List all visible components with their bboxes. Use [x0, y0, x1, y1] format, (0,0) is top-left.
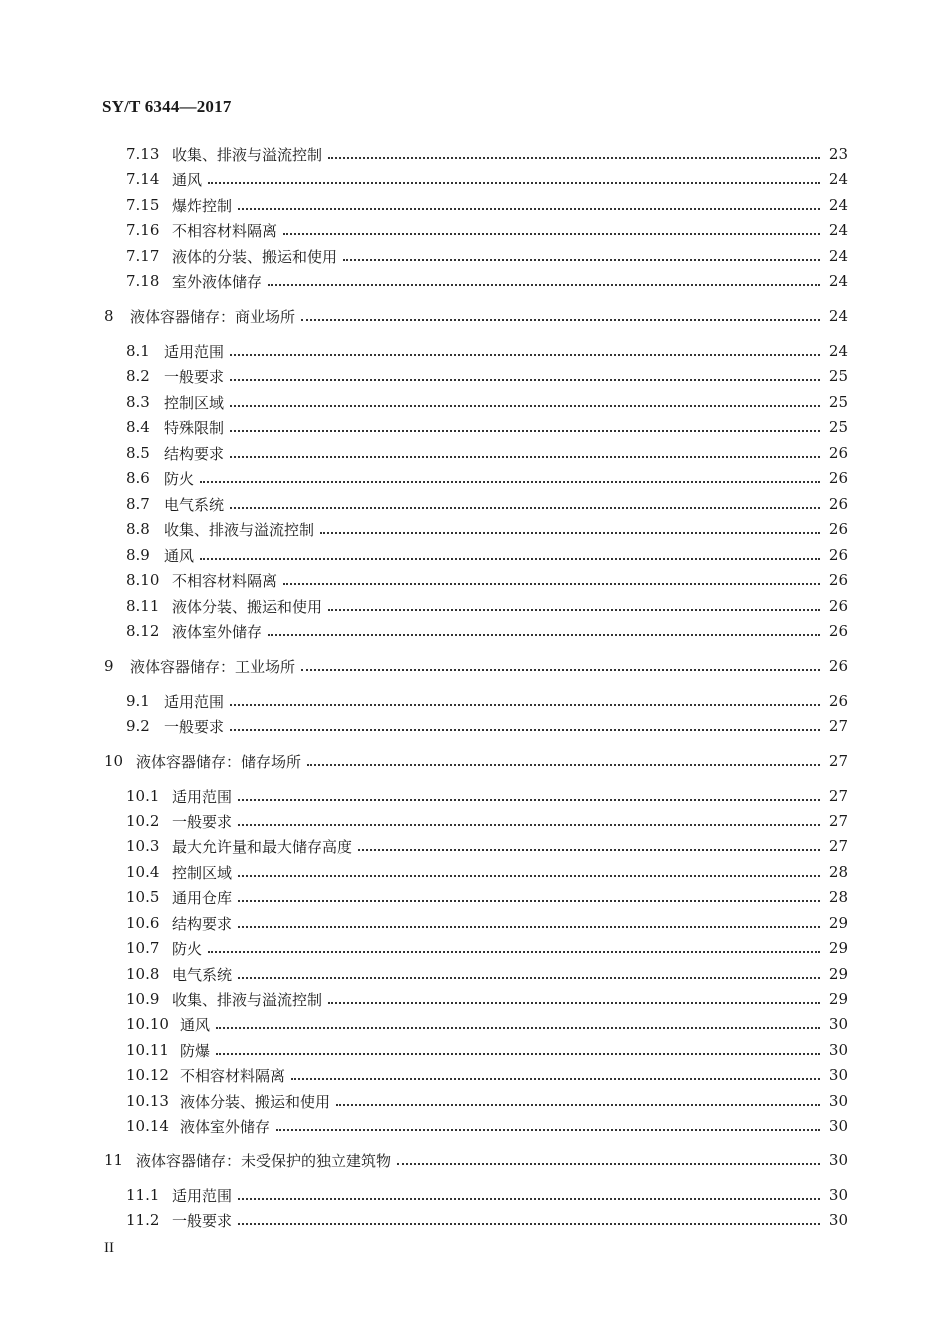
toc-entry[interactable] — [126, 810, 848, 832]
toc-entry[interactable] — [126, 194, 848, 216]
toc-number: 8.7 — [126, 495, 150, 513]
dot-leader — [230, 505, 820, 509]
toc-entry[interactable] — [126, 442, 848, 464]
toc-entry[interactable] — [126, 595, 848, 617]
dot-leader — [216, 1025, 820, 1029]
toc-title: 适用范围 — [172, 1186, 233, 1205]
toc-chapter[interactable] — [104, 655, 848, 677]
dot-leader — [238, 924, 820, 928]
toc-number: 9.1 — [126, 692, 150, 710]
toc-title: 液体室外储存 — [180, 1117, 271, 1136]
dot-leader — [268, 282, 820, 286]
toc-title: 适用范围 — [172, 787, 233, 806]
toc-entry[interactable] — [126, 1013, 848, 1035]
toc-title: 液体分装、搬运和使用 — [172, 597, 323, 616]
toc-title: 电气系统 — [164, 495, 225, 514]
toc-title: 控制区域 — [164, 393, 225, 412]
toc-entry[interactable] — [126, 569, 848, 591]
toc-title: 爆炸控制 — [172, 196, 233, 215]
toc-title: 不相容材料隔离 — [180, 1066, 286, 1085]
dot-leader — [238, 797, 820, 801]
toc-entry[interactable] — [126, 518, 848, 540]
toc-title: 一般要求 — [164, 717, 225, 736]
toc-number: 7.15 — [126, 196, 160, 214]
toc-title: 控制区域 — [172, 863, 233, 882]
toc-title: 室外液体储存 — [172, 272, 263, 291]
toc-entry[interactable] — [126, 467, 848, 489]
toc-number: 7.14 — [126, 170, 160, 188]
toc-page-number: 24 — [828, 247, 848, 265]
toc-entry[interactable] — [126, 340, 848, 362]
dot-leader — [283, 231, 820, 235]
dot-leader — [200, 479, 820, 483]
toc-entry[interactable] — [126, 416, 848, 438]
toc-page-number: 30 — [828, 1041, 848, 1059]
dot-leader — [230, 454, 820, 458]
dot-leader — [208, 180, 820, 184]
toc-page-number: 30 — [828, 1015, 848, 1033]
toc-entry[interactable] — [126, 785, 848, 807]
toc-title: 防火 — [164, 469, 195, 488]
toc-entry[interactable] — [126, 861, 848, 883]
toc-page-number: 27 — [828, 837, 848, 855]
document-code: SY/T 6344—2017 — [102, 97, 232, 116]
toc-entry[interactable] — [126, 168, 848, 190]
toc-entry[interactable] — [126, 219, 848, 241]
toc-number: 10.10 — [126, 1015, 169, 1033]
toc-page-number: 25 — [828, 367, 848, 385]
toc-entry[interactable] — [126, 690, 848, 712]
dot-leader — [291, 1076, 820, 1080]
toc-page-number: 24 — [828, 272, 848, 290]
toc-title: 最大允许量和最大储存高度 — [172, 837, 353, 856]
toc-title: 适用范围 — [164, 342, 225, 361]
toc-number: 8.1 — [126, 342, 150, 360]
toc-page-number: 26 — [828, 469, 848, 487]
dot-leader — [276, 1127, 820, 1131]
toc-number: 10 — [104, 752, 124, 770]
toc-page-number: 24 — [828, 221, 848, 239]
toc-title: 通用仓库 — [172, 888, 233, 907]
toc-page-number: 25 — [828, 393, 848, 411]
toc-number: 9 — [104, 657, 114, 675]
toc-number: 7.16 — [126, 221, 160, 239]
dot-leader — [283, 581, 820, 585]
toc-title: 收集、排液与溢流控制 — [172, 145, 323, 164]
toc-title: 液体的分装、搬运和使用 — [172, 247, 338, 266]
toc-number: 9.2 — [126, 717, 150, 735]
toc-number: 10.13 — [126, 1092, 169, 1110]
toc-page-number: 30 — [828, 1066, 848, 1084]
toc-page-number: 27 — [828, 787, 848, 805]
dot-leader — [238, 873, 820, 877]
toc-number: 11.1 — [126, 1186, 160, 1204]
toc-page-number: 26 — [828, 546, 848, 564]
toc-number: 10.4 — [126, 863, 160, 881]
toc-title: 液体分装、搬运和使用 — [180, 1092, 331, 1111]
toc-page-number: 27 — [828, 717, 848, 735]
toc-title: 结构要求 — [164, 444, 225, 463]
toc-page-number: 26 — [828, 444, 848, 462]
toc-chapter[interactable] — [104, 1149, 848, 1171]
toc-number: 10.12 — [126, 1066, 169, 1084]
toc-entry[interactable] — [126, 1090, 848, 1112]
toc-entry[interactable] — [126, 544, 848, 566]
toc-entry[interactable] — [126, 245, 848, 267]
toc-title: 电气系统 — [172, 965, 233, 984]
toc-number: 10.7 — [126, 939, 160, 957]
dot-leader — [301, 317, 820, 321]
toc-title: 一般要求 — [172, 1211, 233, 1230]
toc-entry[interactable] — [126, 1064, 848, 1086]
dot-leader — [343, 257, 820, 261]
toc-title: 不相容材料隔离 — [172, 221, 278, 240]
toc-page-number: 30 — [828, 1117, 848, 1135]
dot-leader — [230, 727, 820, 731]
toc-title: 液体容器储存：储存场所 — [136, 752, 302, 771]
dot-leader — [230, 403, 820, 407]
toc-page-number: 26 — [828, 495, 848, 513]
toc-title: 收集、排液与溢流控制 — [164, 520, 315, 539]
dot-leader — [301, 667, 820, 671]
toc-entry[interactable] — [126, 365, 848, 387]
toc-entry[interactable] — [126, 912, 848, 934]
toc-number: 7.17 — [126, 247, 160, 265]
toc-page-number: 28 — [828, 888, 848, 906]
toc-number: 10.5 — [126, 888, 160, 906]
toc-title: 结构要求 — [172, 914, 233, 933]
toc-number: 8.9 — [126, 546, 150, 564]
toc-entry[interactable] — [126, 963, 848, 985]
toc-page-number: 27 — [828, 812, 848, 830]
toc-entry[interactable] — [126, 835, 848, 857]
dot-leader — [307, 762, 820, 766]
dot-leader — [328, 155, 820, 159]
dot-leader — [238, 822, 820, 826]
toc-entry[interactable] — [126, 493, 848, 515]
dot-leader — [200, 556, 820, 560]
toc-page-number: 30 — [828, 1092, 848, 1110]
dot-leader — [208, 949, 820, 953]
toc-entry[interactable] — [126, 937, 848, 959]
dot-leader — [328, 1000, 820, 1004]
dot-leader — [320, 530, 820, 534]
toc-chapter[interactable] — [104, 750, 848, 772]
toc-number: 8.11 — [126, 597, 160, 615]
dot-leader — [238, 1196, 820, 1200]
toc-title: 液体容器储存：未受保护的独立建筑物 — [136, 1151, 392, 1170]
toc-title: 一般要求 — [172, 812, 233, 831]
toc-number: 10.3 — [126, 837, 160, 855]
toc-page-number: 24 — [828, 307, 848, 325]
toc-title: 通风 — [172, 170, 203, 189]
dot-leader — [230, 428, 820, 432]
toc-number: 10.8 — [126, 965, 160, 983]
dot-leader — [230, 702, 820, 706]
toc-title: 通风 — [164, 546, 195, 565]
toc-title: 不相容材料隔离 — [172, 571, 278, 590]
toc-title: 收集、排液与溢流控制 — [172, 990, 323, 1009]
toc-page-number: 26 — [828, 692, 848, 710]
toc-number: 7.18 — [126, 272, 160, 290]
toc-entry[interactable] — [126, 1039, 848, 1061]
toc-page-number: 30 — [828, 1151, 848, 1169]
toc-chapter[interactable] — [104, 305, 848, 327]
toc-title: 特殊限制 — [164, 418, 225, 437]
toc-number: 8.12 — [126, 622, 160, 640]
dot-leader — [238, 1221, 820, 1225]
toc-page-number: 24 — [828, 342, 848, 360]
toc-number: 10.11 — [126, 1041, 169, 1059]
toc-number: 8.4 — [126, 418, 150, 436]
toc-number: 10.9 — [126, 990, 160, 1008]
toc-number: 8.3 — [126, 393, 150, 411]
toc-entry[interactable] — [126, 391, 848, 413]
dot-leader — [238, 206, 820, 210]
toc-entry[interactable] — [126, 1115, 848, 1137]
toc-number: 8.6 — [126, 469, 150, 487]
toc-entry[interactable] — [126, 1184, 848, 1206]
toc-page-number: 26 — [828, 622, 848, 640]
toc-page-number: 29 — [828, 939, 848, 957]
dot-leader — [268, 632, 820, 636]
toc-number: 8.5 — [126, 444, 150, 462]
toc-entry[interactable] — [126, 143, 848, 165]
toc-entry[interactable] — [126, 620, 848, 642]
toc-number: 10.1 — [126, 787, 160, 805]
toc-page-number: 26 — [828, 571, 848, 589]
toc-page-number: 30 — [828, 1186, 848, 1204]
dot-leader — [230, 377, 820, 381]
toc-title: 液体容器储存：商业场所 — [130, 307, 296, 326]
toc-title: 液体容器储存：工业场所 — [130, 657, 296, 676]
toc-page-number: 27 — [828, 752, 848, 770]
dot-leader — [216, 1051, 820, 1055]
dot-leader — [397, 1161, 820, 1165]
toc-page-number: 26 — [828, 597, 848, 615]
toc-number: 10.2 — [126, 812, 160, 830]
toc-title: 防爆 — [180, 1041, 211, 1060]
dot-leader — [336, 1102, 820, 1106]
toc-page-number: 29 — [828, 914, 848, 932]
dot-leader — [358, 847, 820, 851]
toc-number: 8 — [104, 307, 114, 325]
toc-page-number: 24 — [828, 170, 848, 188]
toc-page-number: 28 — [828, 863, 848, 881]
toc-title: 一般要求 — [164, 367, 225, 386]
toc-entry[interactable] — [126, 988, 848, 1010]
toc-entry[interactable] — [126, 886, 848, 908]
toc-entry[interactable] — [126, 270, 848, 292]
toc-number: 11 — [104, 1151, 124, 1169]
toc-title: 适用范围 — [164, 692, 225, 711]
dot-leader — [238, 898, 820, 902]
toc-page-number: 26 — [828, 520, 848, 538]
page-number: II — [104, 1240, 114, 1256]
toc-page-number: 26 — [828, 657, 848, 675]
toc-title: 通风 — [180, 1015, 211, 1034]
dot-leader — [238, 975, 820, 979]
toc-page-number: 24 — [828, 196, 848, 214]
toc-number: 10.6 — [126, 914, 160, 932]
toc-number: 11.2 — [126, 1211, 160, 1229]
toc-number: 7.13 — [126, 145, 160, 163]
toc-page-number: 29 — [828, 965, 848, 983]
toc-number: 10.14 — [126, 1117, 169, 1135]
dot-leader — [328, 607, 820, 611]
toc-number: 8.10 — [126, 571, 160, 589]
toc-number: 8.8 — [126, 520, 150, 538]
toc-page-number: 25 — [828, 418, 848, 436]
toc-number: 8.2 — [126, 367, 150, 385]
toc-entry[interactable] — [126, 715, 848, 737]
toc-title: 液体室外储存 — [172, 622, 263, 641]
toc-entry[interactable] — [126, 1209, 848, 1231]
toc-page-number: 23 — [828, 145, 848, 163]
dot-leader — [230, 352, 820, 356]
toc-page-number: 29 — [828, 990, 848, 1008]
toc-title: 防火 — [172, 939, 203, 958]
toc-page-number: 30 — [828, 1211, 848, 1229]
